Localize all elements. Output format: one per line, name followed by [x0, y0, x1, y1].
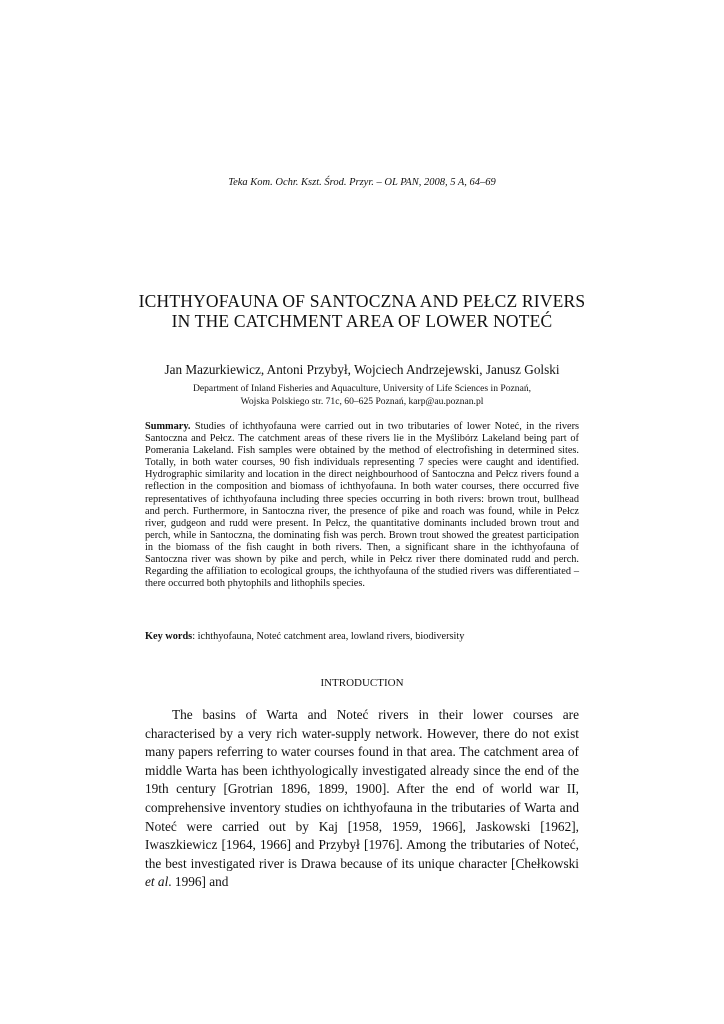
affiliation — [0, 383, 724, 408]
summary-abstract — [145, 421, 579, 590]
keywords — [145, 631, 579, 643]
affiliation-line-1: Department of Inland Fisheries and Aquaculture, University of Life Sciences in Poznań, — [192, 383, 532, 394]
paper-title — [0, 291, 724, 331]
introduction-paragraph — [145, 706, 579, 892]
section-heading-introduction: INTRODUCTION — [320, 677, 404, 689]
title-line-2: IN THE CATCHMENT AREA OF LOWER NOTEĆ — [171, 311, 553, 331]
keywords-text: : ichthyofauna, Noteć catchment area, lowland rivers, biodiversity — [192, 631, 465, 642]
author-list: Jan Mazurkiewicz, Antoni Przybył, Wojciech Andrzejewski, Janusz Golski — [164, 362, 560, 377]
journal-citation: Teka Kom. Ochr. Kszt. Środ. Przyr. – OL PAN, 2008, 5 A, 64–69 — [228, 177, 496, 188]
summary-text: Studies of ichthyofauna were carried out in two tributaries of lower Noteć, in the rivers Santoczna and Pełcz. The catchment areas of these rivers lie in the Myślibórz Lakeland being part of Pomerania Lakeland. Fish samples were obtained by the method of electrofishing in determined sites. Totally, in both water courses, 90 fish individuals representing 7 species were caught and identified. Hydrographic similarity and location in the direct neighbourhood of Santoczna and Pełcz rivers found a reflection in the composition and biomass of ichthyofauna. In both water courses, there occurred five representatives of ichthyofauna including three species occurring in both rivers: brown trout, bullhead and perch. Furthermore, in Santoczna river, the presence of pike and roach was found, while in Pełcz river, gudgeon and rudd were present. In Pełcz, the quantitative dominants included brown trout and perch, while in Santoczna, the dominating fish was perch. Brown trout showed the greatest participation in the biomass of the fish caught in both rivers. Then, a significant share in the ichthyofauna of Santoczna river was shown by pike and perch, while in Pełcz river there dominated rudd and perch. Regarding the affiliation to ecological groups, the ichthyofauna of the studied rivers was differentiated – there occurred both phytophils and lithophils species. — [145, 421, 579, 590]
keywords-label: Key words — [145, 631, 193, 642]
summary-label: Summary. — [145, 421, 191, 432]
title-line-1: ICHTHYOFAUNA OF SANTOCZNA AND PEŁCZ RIVERS — [138, 291, 586, 311]
body-text-part-2: . 1996] and — [168, 874, 229, 890]
affiliation-line-2: Wojska Polskiego str. 71c, 60–625 Poznań, karp@au.poznan.pl — [240, 395, 484, 407]
body-text-etal: et al — [145, 874, 169, 890]
body-text-part-1: The basins of Warta and Noteć rivers in their lower courses are characterised by a very rich water-supply network. However, there do not exist many papers referring to water courses found in that area. The catchment area of middle Warta has been ichthyologically investigated already since the end of the 19th century [Grotrian 1896, 1899, 1900]. After the end of world war II, comprehensive inventory studies on ichthyofauna in the tributaries of Warta and Noteć were carried out by Kaj [1958, 1959, 1966], Jaskowski [1962], Iwaszkiewicz [1964, 1966] and Przybył [1976]. Among the tributaries of Noteć, the best investigated river is Drawa because of its unique character [Chełkowski — [145, 707, 579, 871]
